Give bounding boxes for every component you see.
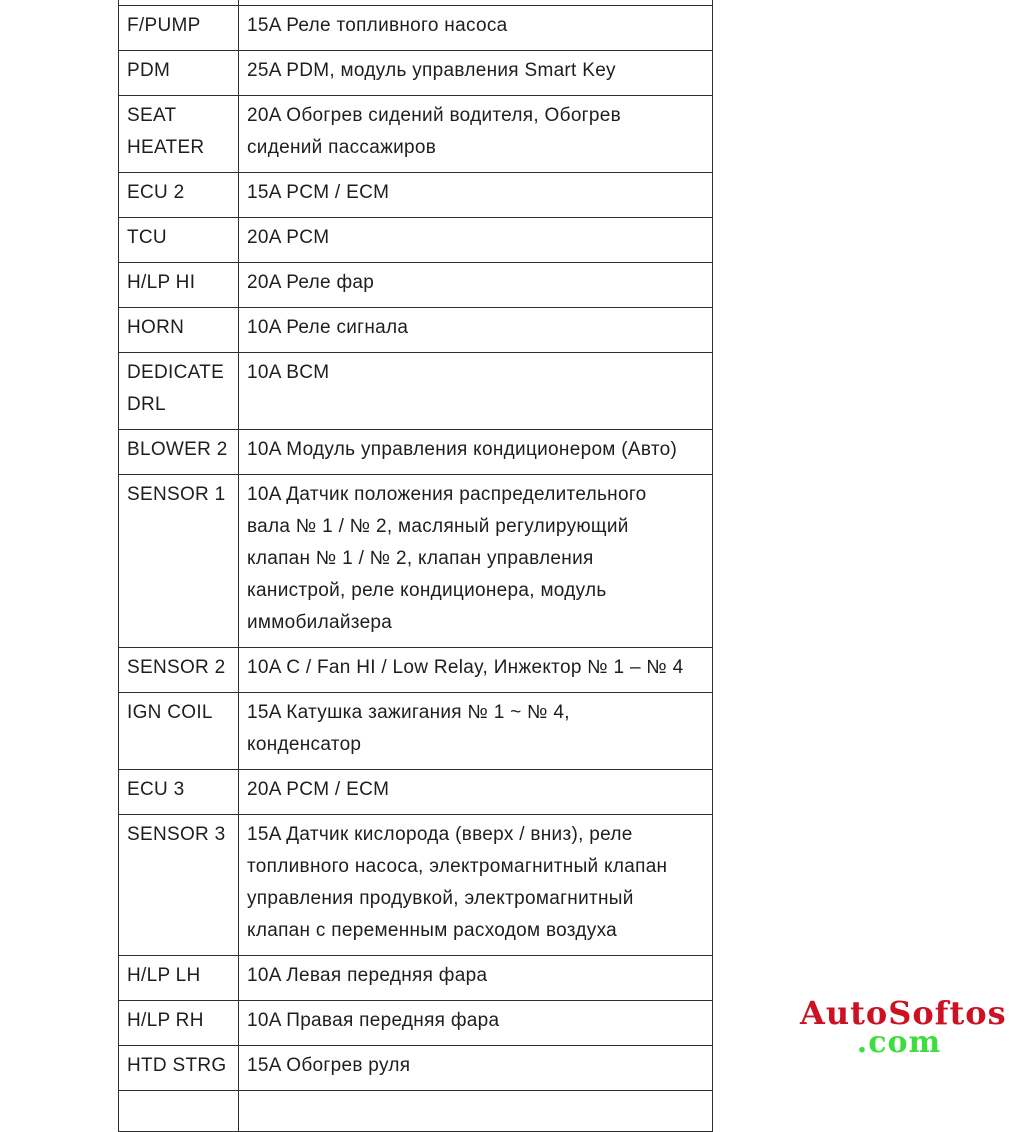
fuse-assignment-table (118, 0, 713, 1132)
fuse-description-cell: 25A PDM, модуль управления Smart Key (239, 51, 713, 96)
table-row (119, 475, 713, 648)
table-row (119, 353, 713, 430)
fuse-description-cell: 15A Датчик кислорода (вверх / вниз), реле топливного насоса, электромагнитный клапан управления продувкой, электромагнитный клапан с переменным расходом воздуха (239, 815, 713, 956)
table-row (119, 815, 713, 956)
table-row (119, 1046, 713, 1091)
fuse-description-cell: 20A PCM / ECM (239, 770, 713, 815)
table-row (119, 1001, 713, 1046)
fuse-description-cell: 20A PCM (239, 218, 713, 263)
table-row (119, 648, 713, 693)
fuse-label-cell: TCU (119, 218, 239, 263)
fuse-description-cell: 15A Реле топливного насоса (239, 6, 713, 51)
fuse-label-cell: DEDICATE DRL (119, 353, 239, 430)
table-row (119, 956, 713, 1001)
fuse-label-cell: PDM (119, 51, 239, 96)
table-row (119, 263, 713, 308)
table-row (119, 430, 713, 475)
fuse-description-cell: 10A Левая передняя фара (239, 956, 713, 1001)
fuse-label-cell: HTD STRG (119, 1046, 239, 1091)
fuse-label-cell: H/LP HI (119, 263, 239, 308)
partial-cell (239, 1091, 713, 1132)
fuse-table-body (119, 0, 713, 1132)
fuse-description-cell: 10A Правая передняя фара (239, 1001, 713, 1046)
watermark-domain-suffix: .com (856, 1025, 942, 1060)
fuse-description-cell: 20A Обогрев сидений водителя, Обогрев сидений пассажиров (239, 96, 713, 173)
partial-row-bottom (119, 1091, 713, 1132)
table-row (119, 6, 713, 51)
table-row (119, 308, 713, 353)
table-row (119, 51, 713, 96)
table-row (119, 96, 713, 173)
fuse-description-cell: 20A Реле фар (239, 263, 713, 308)
table-row (119, 693, 713, 770)
fuse-description-cell: 15A Обогрев руля (239, 1046, 713, 1091)
fuse-description-cell: 10A Реле сигнала (239, 308, 713, 353)
fuse-label-cell: SENSOR 2 (119, 648, 239, 693)
fuse-label-cell: SENSOR 3 (119, 815, 239, 956)
fuse-label-cell: H/LP LH (119, 956, 239, 1001)
fuse-label-cell: F/PUMP (119, 6, 239, 51)
fuse-description-cell: 15A Катушка зажигания № 1 ~ № 4, конденсатор (239, 693, 713, 770)
watermark-site-name: AutoSoftos (800, 994, 1007, 1032)
table-row (119, 218, 713, 263)
table-row (119, 770, 713, 815)
fuse-label-cell: ECU 2 (119, 173, 239, 218)
fuse-label-cell: BLOWER 2 (119, 430, 239, 475)
fuse-label-cell: SEAT HEATER (119, 96, 239, 173)
fuse-label-cell: ECU 3 (119, 770, 239, 815)
fuse-description-cell: 15A PCM / ECM (239, 173, 713, 218)
fuse-description-cell: 10A Датчик положения распределительного вала № 1 / № 2, масляный регулирующий клапан № 1 / № 2, клапан управления канистрой, реле кондиционера, модуль иммобилайзера (239, 475, 713, 648)
partial-cell (119, 1091, 239, 1132)
fuse-label-cell: SENSOR 1 (119, 475, 239, 648)
fuse-label-cell: HORN (119, 308, 239, 353)
watermark (800, 994, 1007, 1060)
fuse-label-cell: IGN COIL (119, 693, 239, 770)
table-row (119, 173, 713, 218)
fuse-description-cell: 10A C / Fan HI / Low Relay, Инжектор № 1 – № 4 (239, 648, 713, 693)
fuse-description-cell: 10A Модуль управления кондиционером (Авто) (239, 430, 713, 475)
fuse-label-cell: H/LP RH (119, 1001, 239, 1046)
fuse-description-cell: 10A BCM (239, 353, 713, 430)
